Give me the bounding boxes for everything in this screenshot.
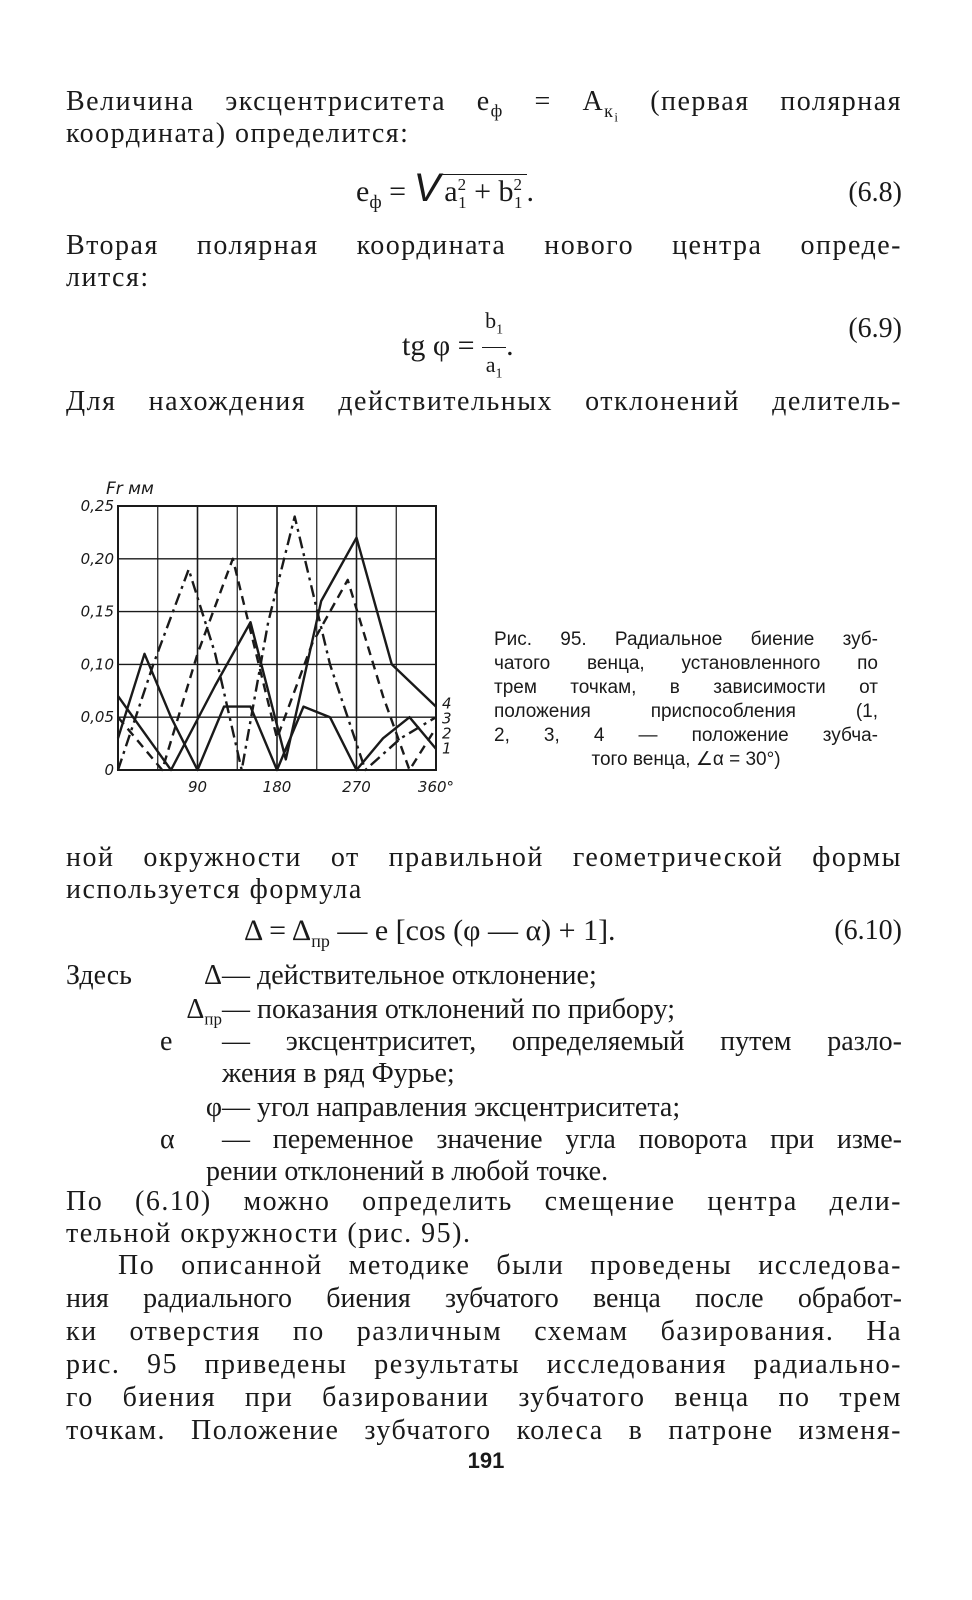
y-tick-label: 0,25 xyxy=(80,497,114,515)
y-tick-label: 0,15 xyxy=(80,602,114,621)
equation-number-6-8: (6.8) xyxy=(848,177,902,208)
definition-item: e — эксцентриситет, определяемый путем разло- xyxy=(160,1026,902,1057)
paragraph-6-line-6: точкам. Положение зубчатого колеса в патроне изменя- xyxy=(66,1415,902,1446)
equation-number-6-10: (6.10) xyxy=(834,915,902,946)
caption-line: 2, 3, 4 — положение зубча- xyxy=(494,725,878,746)
x-tick-label: 360° xyxy=(417,778,455,796)
y-tick-label: 0,20 xyxy=(80,549,114,568)
y-tick-label: 0,10 xyxy=(80,655,114,674)
chart-grid xyxy=(118,506,436,770)
paragraph-2-line-1: Вторая полярная координата нового центра опреде- xyxy=(66,230,902,261)
paragraph-1-line-2: координата) определится: xyxy=(66,118,410,149)
paragraph-1-line-1: Величина эксцентриситета $e_ф = A_{к_i}$ (первая полярная xyxy=(66,86,903,125)
caption-line: того венца, ∠α = 30°) xyxy=(591,749,781,770)
series-label: 3 xyxy=(442,709,452,728)
definition-item: $\Delta_{пр}—$ показания отклонений по прибору; xyxy=(186,994,675,1029)
formula-6-10: $\Delta = \Delta_{пр}$ — e [cos (φ — α) + 1]. xyxy=(244,914,616,951)
paragraph-6-line-3: ки отверстия по различным схемам базирования. На xyxy=(66,1316,902,1347)
series-label: 2 xyxy=(442,724,452,743)
equation-number-6-9: (6.9) xyxy=(848,313,902,344)
x-tick-label: 90 xyxy=(187,778,208,796)
paragraph-6-line-2: ния радиального биения зубчатого венца после обработ- xyxy=(66,1283,902,1314)
caption-line: положения приспособления (1, xyxy=(494,701,878,722)
page-number: 191 xyxy=(467,1448,505,1473)
definitions-intro: Здесь xyxy=(66,960,132,991)
x-tick-label: 180 xyxy=(262,778,292,796)
series-label: 1 xyxy=(442,739,452,758)
caption-line: чатого венца, установленного по xyxy=(494,653,878,674)
y-tick-label: 0,05 xyxy=(80,708,114,727)
paragraph-3-line-1: Для нахождения действительных отклонений делитель- xyxy=(66,386,902,417)
definition-item-continuation: жения в ряд Фурье; xyxy=(222,1058,455,1089)
definition-item: Δ— действительное отклонение; xyxy=(203,960,597,991)
chart-series-labels xyxy=(442,695,452,758)
formula-6-8: $e_ф = V$ $a^2_1 + b^2_1$ . xyxy=(356,166,534,213)
definition-item: α — переменное значение угла поворота при изме- xyxy=(160,1124,902,1155)
chart-x-ticks xyxy=(188,778,454,796)
paragraph-4-line-2: используется формула xyxy=(66,874,363,905)
paragraph-6-line-1: По описанной методике были проведены исследова- xyxy=(118,1250,902,1281)
y-tick-label: 0 xyxy=(104,761,114,779)
caption-line: трем точкам, в зависимости от xyxy=(494,677,878,698)
paragraph-4-line-1: ной окружности от правильной геометрической формы xyxy=(66,842,902,873)
paragraph-2-line-2: лится: xyxy=(66,262,150,293)
definition-item-continuation: рении отклонений в любой точке. xyxy=(206,1156,609,1187)
paragraph-5-line-1: По (6.10) можно определить смещение центра дели- xyxy=(66,1186,902,1217)
series-label: 4 xyxy=(442,694,452,713)
formula-6-9: tg φ = $\frac{b_1}{a_1}$ . xyxy=(402,304,514,392)
radial-runout-chart xyxy=(60,470,480,800)
figure-caption xyxy=(494,628,878,772)
chart-y-axis-label: Fr мм xyxy=(106,479,154,499)
definition-item: φ— угол направления эксцентриситета; xyxy=(205,1092,681,1123)
caption-line: Рис. 95. Радиальное биение зуб- xyxy=(494,629,878,650)
x-tick-label: 270 xyxy=(342,778,371,796)
paragraph-6-line-5: го биения при базировании зубчатого венца по трем xyxy=(66,1382,902,1413)
chart-y-ticks xyxy=(81,497,114,779)
paragraph-5-line-2: тельной окружности (рис. 95). xyxy=(66,1218,472,1249)
paragraph-6-line-4: рис. 95 приведены результаты исследования радиально- xyxy=(66,1349,902,1380)
